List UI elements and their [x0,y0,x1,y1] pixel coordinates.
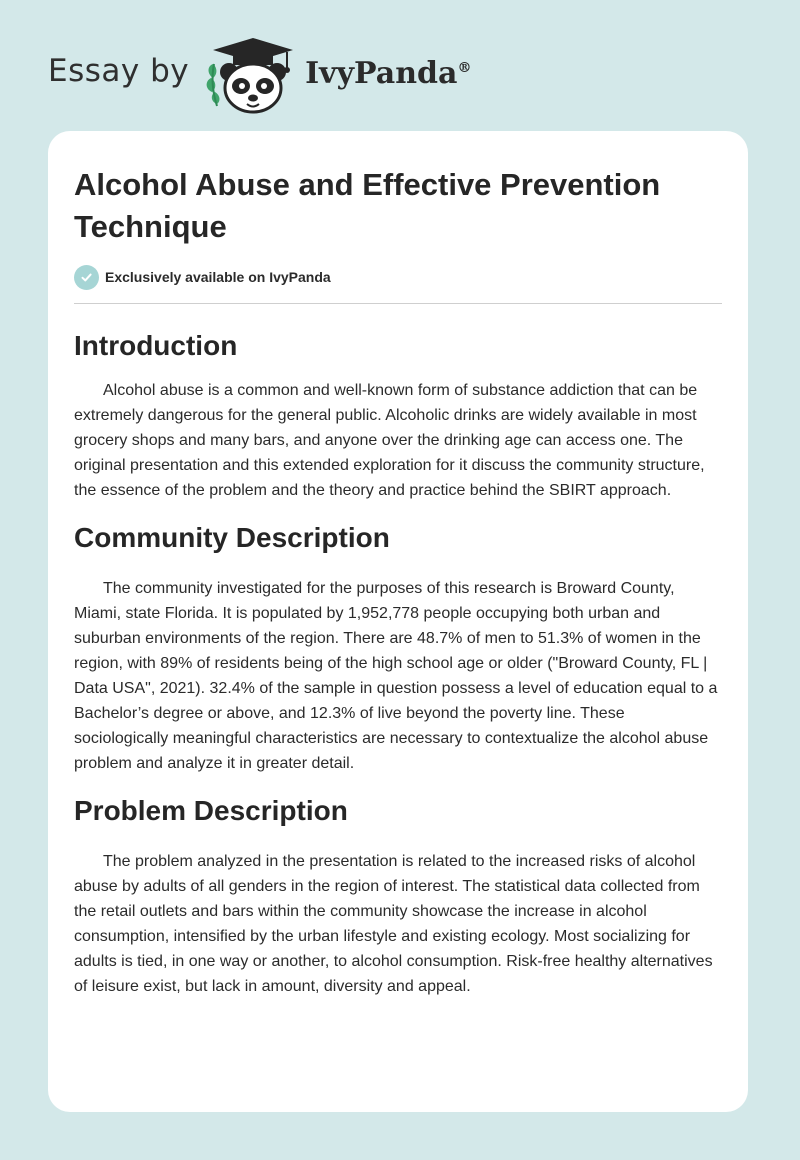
section-heading: Community Description [74,522,390,553]
document-title: Alcohol Abuse and Effective Prevention Technique [74,167,661,244]
section-heading: Problem Description [74,795,348,826]
section-introduction [74,327,722,503]
section-paragraph: The community investigated for the purposes of this research is Broward County, Miami, state Florida. It is populated by 1,952,778 people occupying both urban and suburban environments of the region. There are 48.7% of men to 51.3% of women in the region, with 89% of residents being of the high school age or older ("Broward County, FL | Data USA", 2021). 32.4% of the sample in question possess a level of education equal to a Bachelor’s degree or above, and 12.3% of live beyond the poverty line. These sociologically meaningful characteristics are necessary to contextualize the alcohol abuse problem and analyze it in greater detail. [74,580,718,772]
panda-logo-icon[interactable] [203,34,297,114]
checkmark-icon [74,265,99,290]
section-paragraph: The problem analyzed in the presentation is related to the increased risks of alcohol abuse by adults of all genders in the region of interest. The statistical data collected from the retail outlets and bars within the community showcase the increase in alcohol consumption, intensified by the urban lifestyle and existing ecology. Most socializing for adults is tied, in one way or another, to alcohol consumption. Risk-free healthy alternatives of leisure exist, but lack in amount, diversity and appeal. [74,853,713,995]
section-community-description [74,519,722,776]
exclusive-label: Exclusively available on IvyPanda [105,269,331,285]
section-heading: Introduction [74,330,238,361]
brand-prefix: Essay by [48,53,190,89]
section-problem-description [74,792,722,999]
site-header [48,34,548,114]
divider [74,303,722,304]
section-paragraph: Alcohol abuse is a common and well-known form of substance addiction that can be extremely dangerous for the general public. Alcoholic drinks are widely available in most grocery shops and many bars, and anyone over the drinking age can access one. The original presentation and this extended exploration for it discuss the community structure, the essence of the problem and the theory and practice behind the SBIRT approach. [74,382,705,499]
brand-name: IvyPanda® [305,55,472,91]
essay-card [48,131,748,1112]
exclusive-badge [74,264,722,290]
